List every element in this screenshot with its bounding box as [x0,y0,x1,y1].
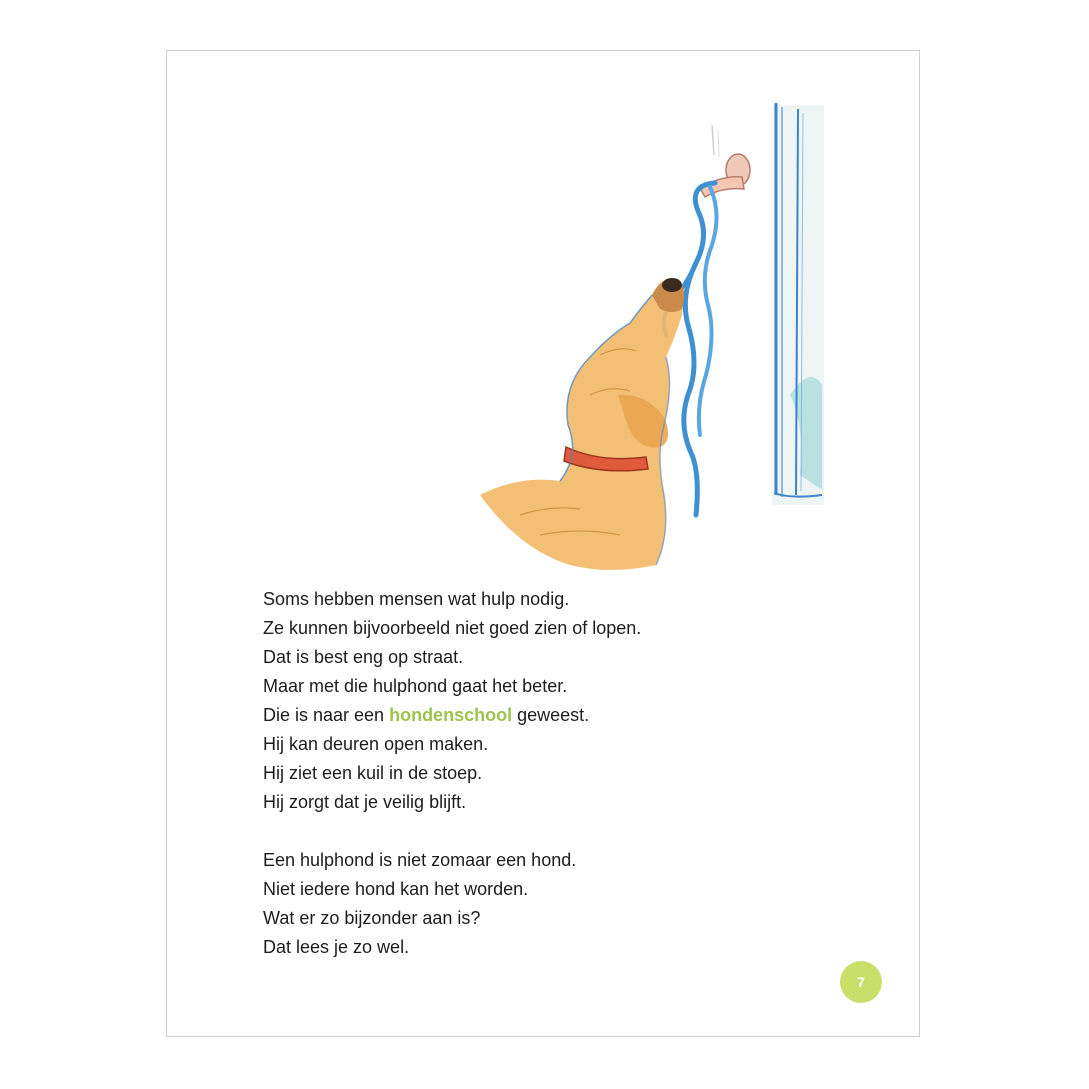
text-line [263,701,863,730]
text-line: Een hulphond is niet zomaar een hond. [263,850,577,870]
wall-scribble [718,131,719,157]
text-line: Soms hebben mensen wat hulp nodig. [263,589,570,609]
page-number-badge [840,961,882,1003]
glossary-term-hondenschool: hondenschool [389,705,513,725]
wall-scribble [712,125,714,155]
text-segment: Die is naar een [263,705,390,725]
dog-opening-door-illustration [460,95,835,585]
text-line: Dat lees je zo wel. [263,937,410,957]
page-number: 7 [857,974,865,990]
text-line: Hij kan deuren open maken. [263,734,489,754]
dog-nose [662,278,682,292]
story-text [263,585,863,962]
text-line: Hij zorgt dat je veilig blijft. [263,792,467,812]
text-line: Ze kunnen bijvoorbeeld niet goed zien of lopen. [263,618,642,638]
text-line: Dat is best eng op straat. [263,647,464,667]
text-line: Niet iedere hond kan het worden. [263,879,529,899]
text-line: Hij ziet een kuil in de stoep. [263,763,483,783]
text-segment: geweest. [512,705,590,725]
stanza-1 [263,585,863,817]
text-line: Wat er zo bijzonder aan is? [263,908,481,928]
stanza-2 [263,846,863,962]
text-line: Maar met die hulphond gaat het beter. [263,676,568,696]
